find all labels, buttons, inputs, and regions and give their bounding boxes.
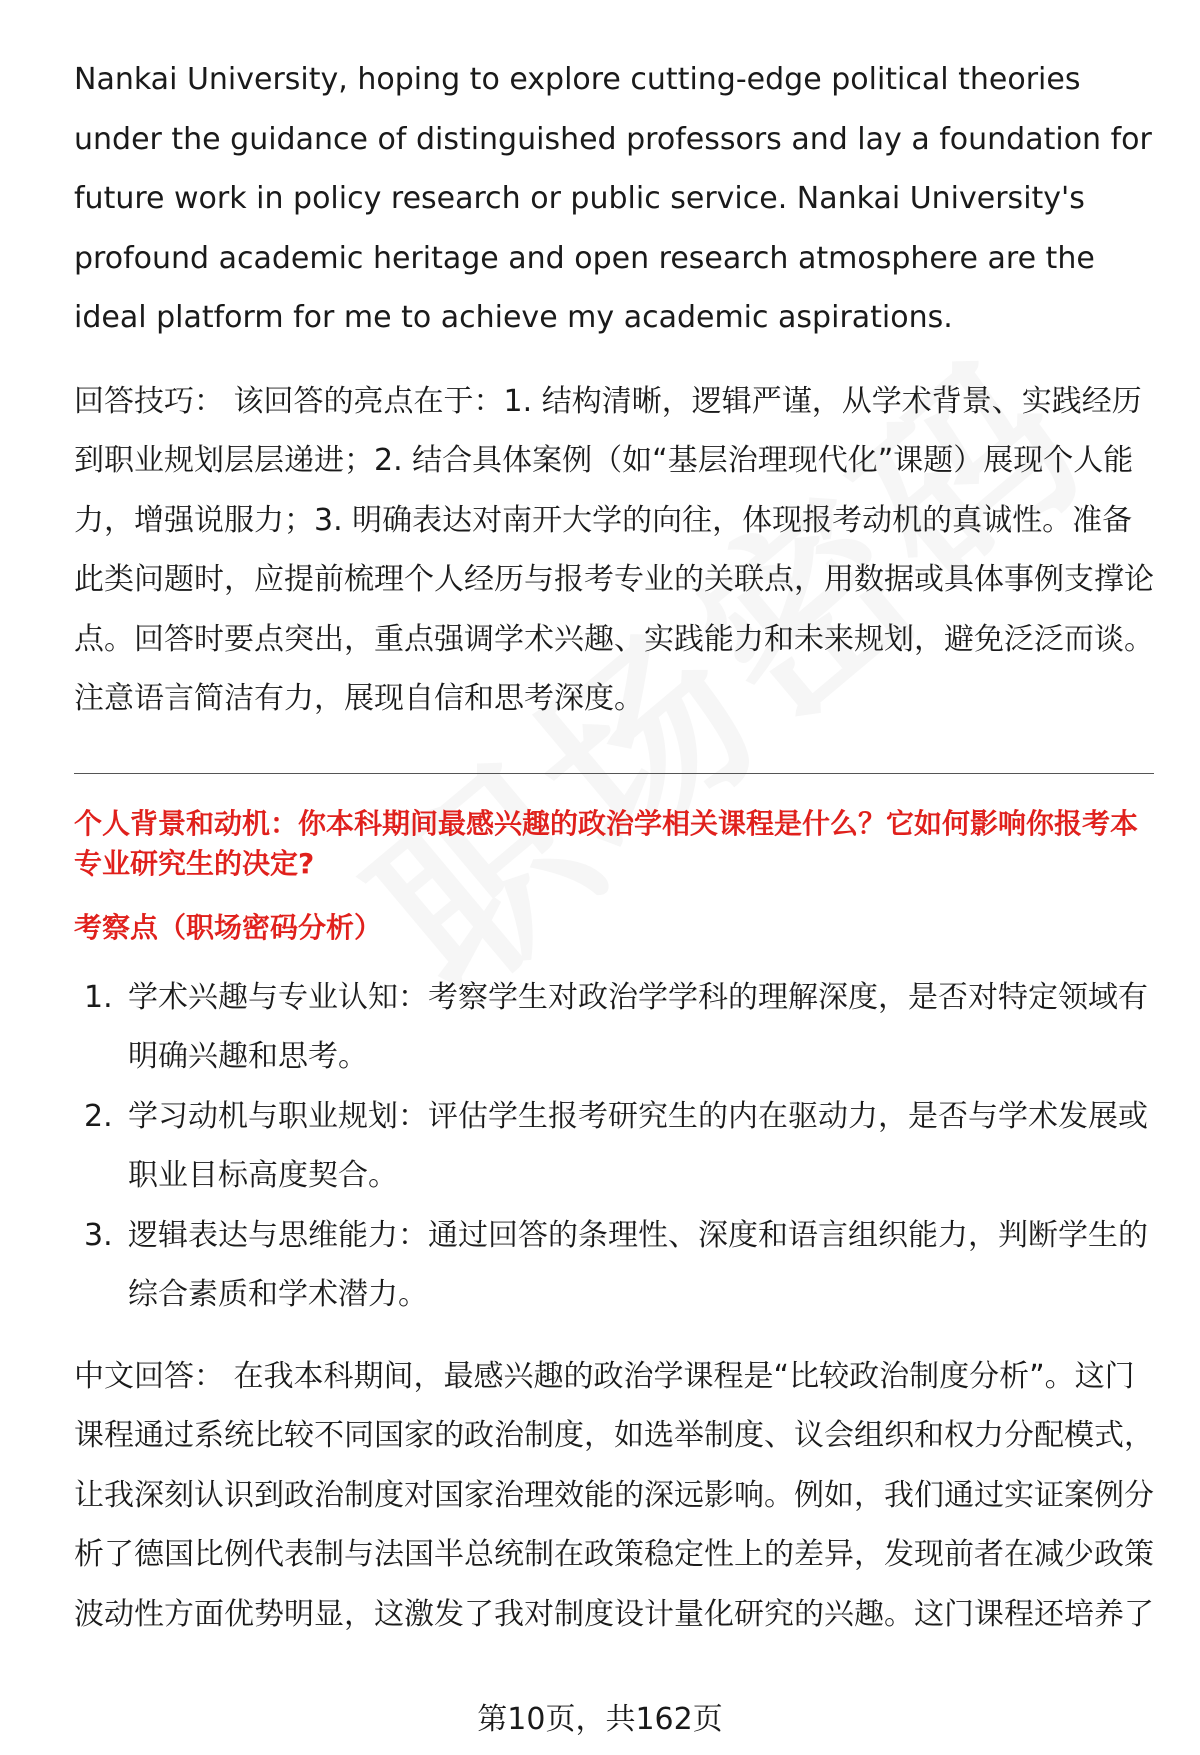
list-item-text: 学术兴趣与专业认知：考察学生对政治学学科的理解深度，是否对特定领域有明确兴趣和思考。 xyxy=(128,979,1148,1074)
list-item-number: 3. xyxy=(84,1217,113,1253)
list-item-number: 2. xyxy=(84,1098,113,1134)
list-item-text: 逻辑表达与思维能力：通过回答的条理性、深度和语言组织能力，判断学生的综合素质和学术潜力。 xyxy=(128,1217,1148,1312)
list-item xyxy=(74,968,1154,1087)
question-heading: 个人背景和动机：你本科期间最感兴趣的政治学相关课程是什么？它如何影响你报考本专业研究生的决定? xyxy=(74,806,1139,880)
list-item-text: 学习动机与职业规划：评估学生报考研究生的内在驱动力，是否与学术发展或职业目标高度契合。 xyxy=(128,1098,1148,1193)
assessment-points-heading: 考察点（职场密码分析） xyxy=(74,910,383,944)
list-item xyxy=(74,1087,1154,1206)
intro-paragraph: Nankai University, hoping to explore cutting-edge political theories under the guidance of distinguished professors and lay a foundation for future work in policy research or public service. Nankai University's profound academic heritage and open research atmosphere are the ideal platform for me to achieve my academic aspirations. xyxy=(74,62,1152,335)
tips-paragraph: 回答技巧： 该回答的亮点在于：1. 结构清晰，逻辑严谨，从学术背景、实践经历到职业规划层层递进；2. 结合具体案例（如“基层治理现代化”课题）展现个人能力，增强说服力；3. 明确表达对南开大学的向往，体现报考动机的真诚性。准备此类问题时，应提前梳理个人经历与报考专业的关联点，用数据或具体事例支撑论点。回答时要点突出，重点强调学术兴趣、实践能力和未来规划，避免泛泛而谈。注意语言简洁有力，展现自信和思考深度。 xyxy=(74,383,1154,716)
list-item-number: 1. xyxy=(84,979,113,1015)
answer-paragraph: 中文回答： 在我本科期间，最感兴趣的政治学课程是“比较政治制度分析”。这门课程通过系统比较不同国家的政治制度，如选举制度、议会组织和权力分配模式，让我深刻认识到政治制度对国家治理效能的深远影响。例如，我们通过实证案例分析了德国比例代表制与法国半总统制在政策稳定性上的差异，发现前者在减少政策波动性方面优势明显，这激发了我对制度设计量化研究的兴趣。这门课程还培养了 xyxy=(74,1358,1154,1632)
assessment-points-list xyxy=(74,968,1154,1325)
section-divider xyxy=(74,773,1154,774)
list-item xyxy=(74,1206,1154,1325)
page-number-footer: 第10页，共162页 xyxy=(477,1702,723,1737)
document-page xyxy=(74,50,1154,1644)
